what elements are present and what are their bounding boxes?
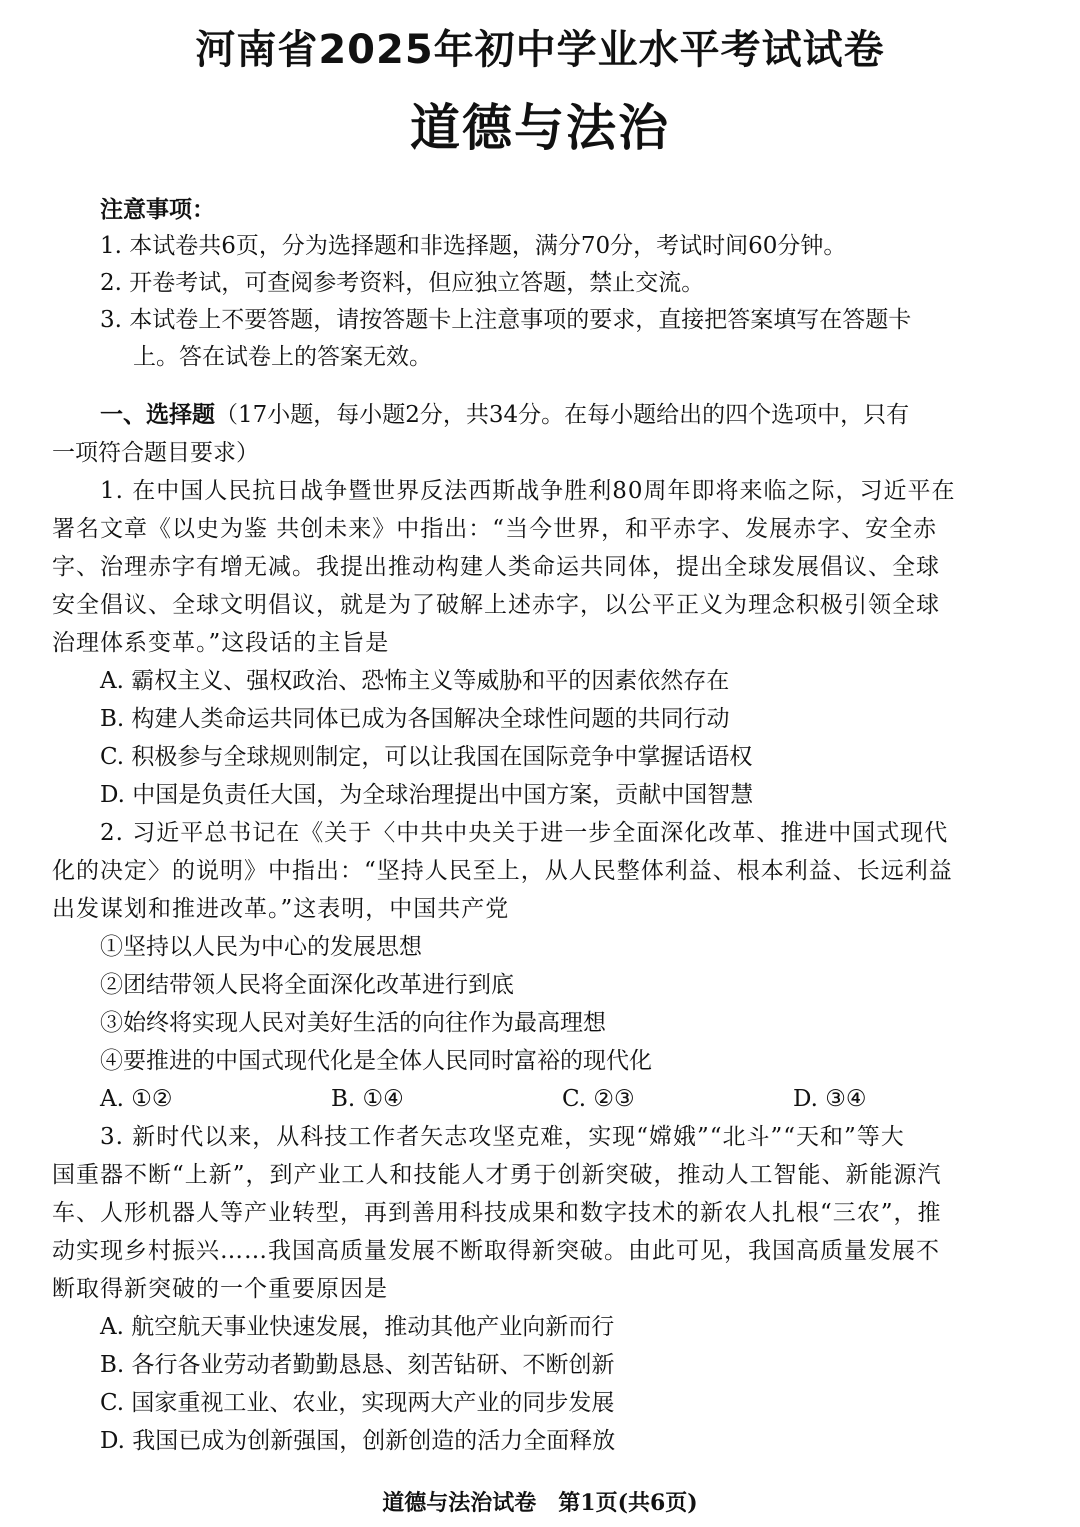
- subject-title: 道德与法治: [410, 99, 670, 157]
- question-stem-line: 治理体系变革。”这段话的主旨是: [52, 630, 390, 656]
- notice-item: 3. 本试卷上不要答题，请按答题卡上注意事项的要求，直接把答案填写在答题卡: [100, 307, 912, 333]
- option-d: D. 中国是负责任大国，为全球治理提出中国方案，贡献中国智慧: [100, 782, 754, 808]
- notice-heading: 注意事项：: [100, 197, 215, 223]
- option-c: C. ②③: [562, 1086, 635, 1112]
- notice-item: 2. 开卷考试，可查阅参考资料，但应独立答题，禁止交流。: [100, 270, 705, 296]
- question-1: [52, 472, 1032, 814]
- option-a: A. ①②: [100, 1086, 173, 1112]
- option-a: A. 航空航天事业快速发展，推动其他产业向新而行: [100, 1314, 615, 1340]
- statement-3: ③始终将实现人民对美好生活的向往作为最高理想: [100, 1010, 606, 1036]
- question-stem-line: 1. 在中国人民抗日战争暨世界反法西斯战争胜利80周年即将来临之际，习近平在: [100, 478, 956, 504]
- option-a: A. 霸权主义、强权政治、恐怖主义等威胁和平的因素依然存在: [100, 668, 730, 694]
- section-instructions-line2: 一项符合题目要求）: [52, 440, 259, 466]
- section-instructions: （17小题，每小题2分，共34分。在每小题给出的四个选项中，只有: [215, 402, 910, 428]
- notice-block: [100, 192, 1020, 376]
- question-stem-line: 3. 新时代以来，从科技工作者矢志攻坚克难，实现“嫦娥”“北斗”“天和”等大: [100, 1124, 905, 1150]
- question-stem-line: 断取得新突破的一个重要原因是: [52, 1276, 388, 1302]
- notice-item: 1. 本试卷共6页，分为选择题和非选择题，满分70分，考试时间60分钟。: [100, 233, 847, 259]
- option-b: B. ①④: [331, 1086, 404, 1112]
- section-heading: [52, 396, 1032, 434]
- option-d: D. 我国已成为创新强国，创新创造的活力全面释放: [100, 1428, 616, 1454]
- question-stem-line: 国重器不断“上新”，到产业工人和技能人才勇于创新突破，推动人工智能、新能源汽: [52, 1162, 942, 1188]
- multiple-choice-section: [52, 396, 1032, 1460]
- exam-title: 河南省2025年初中学业水平考试试卷: [195, 27, 885, 73]
- option-row: [52, 1080, 1032, 1118]
- question-stem-line: 署名文章《以史为鉴 共创未来》中指出：“当今世界，和平赤字、发展赤字、安全赤: [52, 516, 938, 542]
- option-c: C. 国家重视工业、农业，实现两大产业的同步发展: [100, 1390, 615, 1416]
- notice-item-continuation: 上。答在试卷上的答案无效。: [133, 344, 432, 370]
- question-stem-line: 动实现乡村振兴……我国高质量发展不断取得新突破。由此可见，我国高质量发展不: [52, 1238, 940, 1264]
- page-footer: 道德与法治试卷 第1页(共6页): [382, 1490, 698, 1516]
- question-stem-line: 化的决定〉的说明》中指出：“坚持人民至上，从人民整体利益、根本利益、长远利益: [52, 858, 953, 884]
- section-title-bold: 一、选择题: [100, 402, 215, 428]
- question-stem-line: 出发谋划和推进改革。”这表明，中国共产党: [52, 896, 510, 922]
- statement-1: ①坚持以人民为中心的发展思想: [100, 934, 422, 960]
- question-stem-line: 2. 习近平总书记在《关于〈中共中央关于进一步全面深化改革、推进中国式现代: [100, 820, 949, 846]
- option-b: B. 构建人类命运共同体已成为各国解决全球性问题的共同行动: [100, 706, 730, 732]
- option-d: D. ③④: [793, 1086, 867, 1112]
- question-3: [52, 1118, 1032, 1460]
- option-c: C. 积极参与全球规则制定，可以让我国在国际竞争中掌握话语权: [100, 744, 753, 770]
- question-stem-line: 车、人形机器人等产业转型，再到善用科技成果和数字技术的新农人扎根“三农”，推: [52, 1200, 942, 1226]
- question-stem-line: 字、治理赤字有增无减。我提出推动构建人类命运共同体，提出全球发展倡议、全球: [52, 554, 940, 580]
- question-stem-line: 安全倡议、全球文明倡议，就是为了破解上述赤字，以公平正义为理念积极引领全球: [52, 592, 940, 618]
- question-2: [52, 814, 1032, 1118]
- option-b: B. 各行各业劳动者勤勤恳恳、刻苦钻研、不断创新: [100, 1352, 615, 1378]
- statement-4: ④要推进的中国式现代化是全体人民同时富裕的现代化: [100, 1048, 652, 1074]
- statement-2: ②团结带领人民将全面深化改革进行到底: [100, 972, 514, 998]
